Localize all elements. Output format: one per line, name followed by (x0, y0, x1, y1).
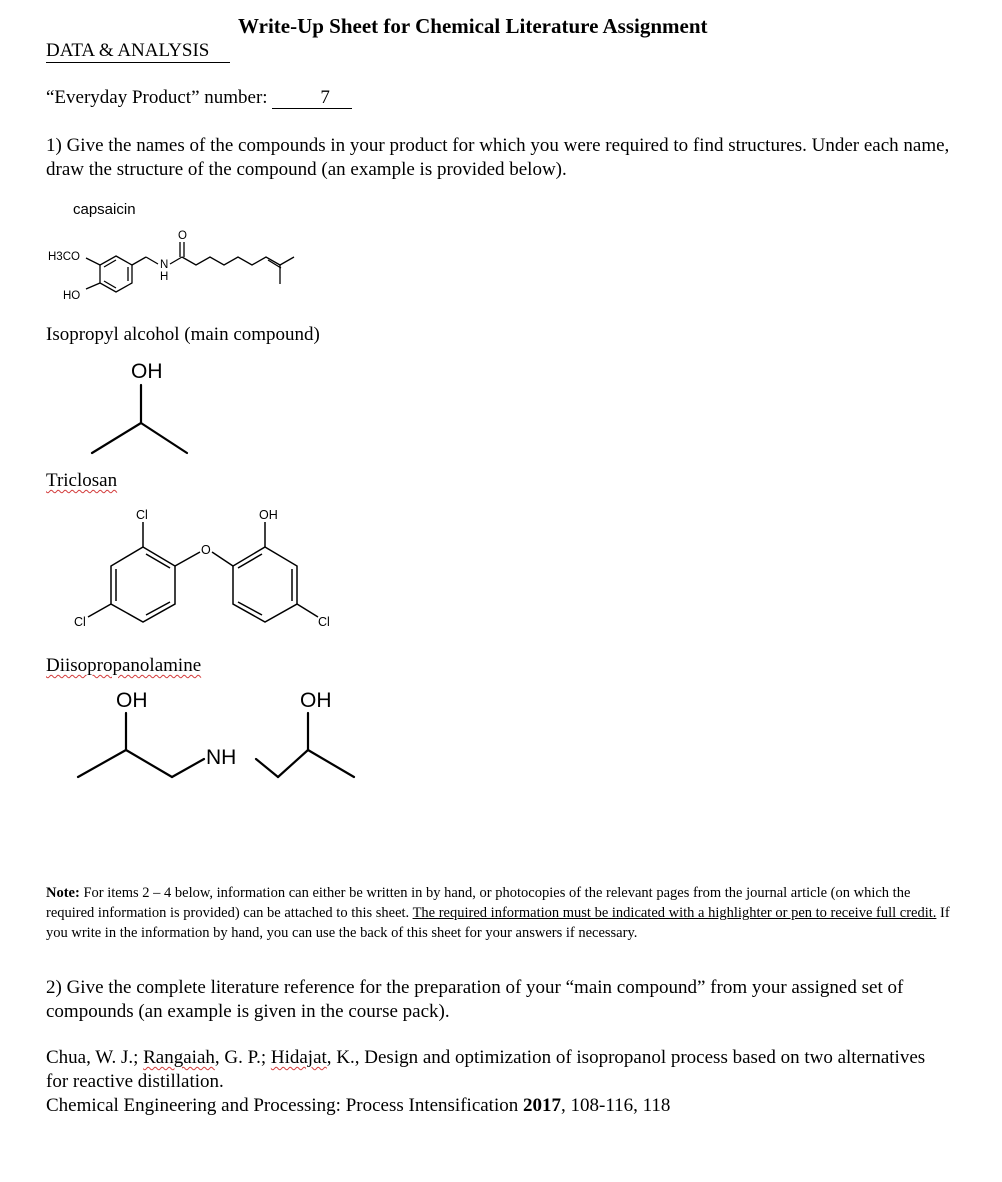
hydroxyl-right-label: OH (300, 689, 332, 712)
amide-hydrogen-label: H (160, 271, 169, 283)
ether-oxygen-label: O (201, 543, 211, 557)
methoxy-label: H3CO (48, 251, 80, 263)
chlorine-left-label: Cl (74, 615, 86, 629)
note-text-1: For items 2 – 4 below, information can either be written in by hand, or photocopies of the relevant pages from the journal article (on which the required information is provided) can be attached to this sheet. (46, 885, 911, 921)
chlorine-right-label: Cl (318, 615, 330, 629)
note-emphasis: The required information must be indicated with a highlighter or pen to receive full credit. (412, 905, 937, 921)
diisopropanolamine-structure (70, 685, 370, 785)
capsaicin-structure (40, 222, 340, 312)
compound-name-triclosan: Triclosan (46, 470, 118, 491)
compound-name-diisopropanolamine: Diisopropanolamine (46, 655, 202, 676)
triclosan-structure (60, 500, 350, 630)
section-underline (46, 62, 230, 63)
reference-author-3: Hidajat (270, 1047, 327, 1068)
reference-year: 2017 (523, 1095, 561, 1116)
hydroxy-label: HO (63, 290, 81, 302)
product-number-value: 7 (272, 87, 352, 109)
question-1: 1) Give the names of the compounds in your product for which you were required to find structures. Under each name, draw the structure of the compound (an example is provided below). (46, 135, 950, 180)
amide-nitrogen-label: N (160, 259, 169, 271)
hydroxyl-left-label: OH (116, 689, 148, 712)
product-label: “Everyday Product” number: (46, 87, 268, 108)
reference-answer (46, 1046, 946, 1118)
reference-author-2-suffix: , G. P.; (214, 1047, 271, 1068)
reference-journal: Chemical Engineering and Processing: Process Intensification (46, 1095, 523, 1116)
carbonyl-oxygen-label: O (178, 230, 187, 242)
isopropyl-alcohol-structure (80, 355, 210, 460)
product-number-line (46, 87, 352, 109)
reference-author-1: Chua, W. J.; (46, 1047, 144, 1068)
note-text-2: If you write in the information by hand, you can use the back of this sheet for your answers if necessary. (46, 905, 950, 941)
hydroxyl-label: OH (259, 508, 278, 522)
reference-author-2: Rangaiah (143, 1047, 215, 1068)
section-heading: DATA & ANALYSIS (46, 40, 210, 61)
reference-pages: , 108-116, 118 (561, 1095, 671, 1116)
note-paragraph (46, 883, 961, 943)
note-label: Note: (46, 885, 80, 901)
chlorine-top-label: Cl (136, 508, 148, 522)
reference-title: , K., Design and optimization of isopropanol process based on two alternatives for reactive distillation. (46, 1047, 926, 1092)
amine-label: NH (206, 746, 237, 769)
question-2: 2) Give the complete literature reference for the preparation of your “main compound” from your assigned set of compounds (an example is given in the course pack). (46, 977, 904, 1022)
example-compound-name: capsaicin (73, 201, 136, 218)
compound-name-isopropyl-alcohol: Isopropyl alcohol (main compound) (46, 324, 320, 345)
page-title: Write-Up Sheet for Chemical Literature Assignment (238, 14, 708, 38)
hydroxyl-label: OH (131, 360, 163, 383)
